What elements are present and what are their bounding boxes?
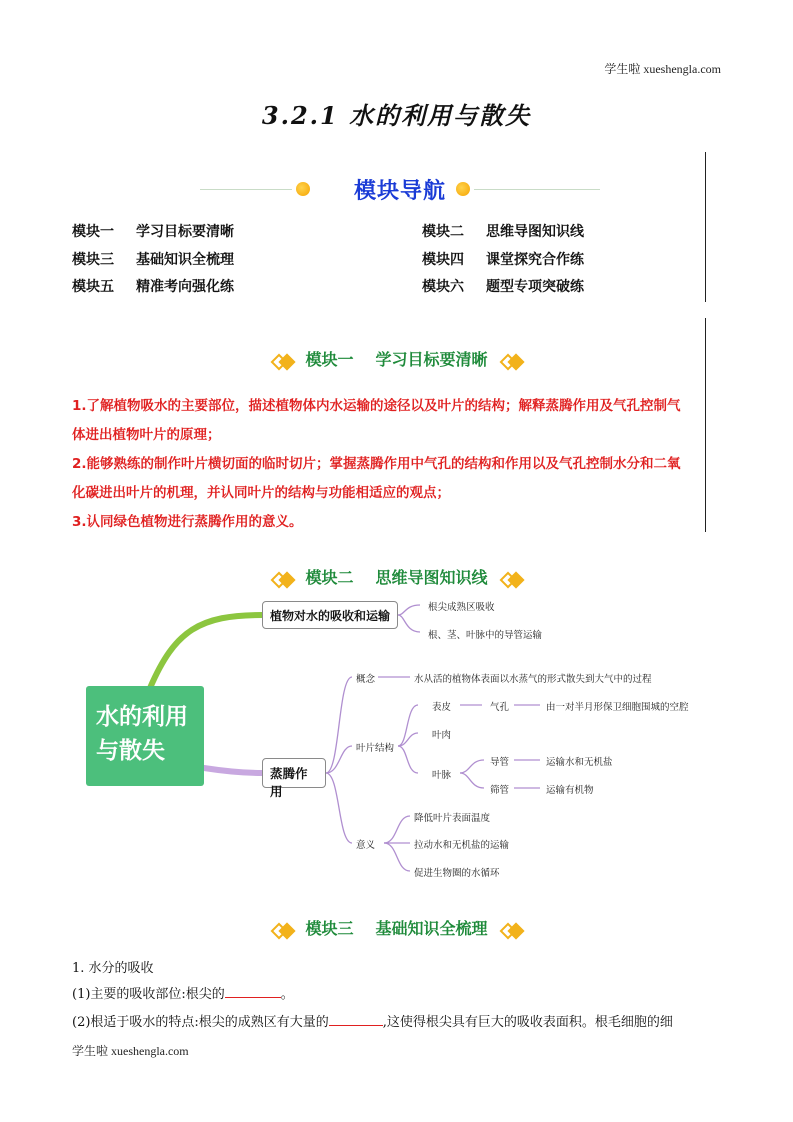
mindmap-node: 根、茎、叶脉中的导管运输 [428,630,543,641]
site-header: 学生啦 xueshengla.com [604,62,721,76]
section-num: 模块三 [305,919,354,938]
section-title: 基础知识全梳理 [375,919,488,938]
mindmap-node: 叶脉 [432,770,452,781]
nav-title: 模块导航 [353,179,446,204]
fill-blank[interactable] [225,985,281,998]
mindmap-node: 叶肉 [432,730,452,741]
root-line: 与散失 [96,738,165,764]
objective-line: 2.能够熟练的制作叶片横切面的临时切片；掌握蒸腾作用中气孔的结构和作用以及气孔控制水分和二氧 [72,456,681,472]
objective-line: 化碳进出叶片的机理，并认同叶片的结构与功能相适应的观点； [72,485,450,501]
toc-num: 模块三 [72,252,114,268]
toc-num: 模块四 [422,252,464,268]
objective-line: 1.了解植物吸水的主要部位，描述植物体内水运输的途径以及叶片的结构；解释蒸腾作用及气孔控制气 [72,398,681,414]
toc-num: 模块五 [72,279,114,295]
body-line: 1. 水分的吸收 [72,961,154,976]
mindmap-node: 运输有机物 [546,785,594,796]
site-footer: 学生啦 xueshengla.com [72,1044,189,1058]
diamond-icon [273,924,291,936]
section-num: 模块二 [305,568,354,587]
mindmap-root [86,686,204,786]
section-3-heading [0,916,793,939]
mindmap-node: 运输水和无机盐 [546,757,613,768]
toc-num: 模块六 [422,279,464,295]
toc-text: 课堂探究合作练 [486,252,584,268]
mindmap-node: 拉动水和无机盐的运输 [414,840,510,851]
section-title: 学习目标要清晰 [375,350,488,369]
body-text-segment: (2)根适于吸水的特点:根尖的成熟区有大量的 [72,1015,329,1030]
diamond-icon [502,924,520,936]
body-line [72,983,294,1002]
mindmap-node: 叶片结构 [356,743,395,754]
objective-line: 体进出植物叶片的原理； [72,427,221,443]
mindmap-node: 意义 [356,840,376,851]
toc-text: 精准考向强化练 [136,279,234,295]
toc-text: 题型专项突破练 [486,279,584,295]
section-num: 模块一 [305,350,354,369]
toc-text: 基础知识全梳理 [136,252,234,268]
toc-num: 模块二 [422,224,464,240]
toc-num: 模块一 [72,224,114,240]
mindmap-node: 表皮 [432,702,452,713]
toc-text: 思维导图知识线 [486,224,584,240]
mindmap-node: 降低叶片表面温度 [414,813,491,824]
root-line: 水的利用 [96,704,188,730]
mindmap-node: 导管 [490,757,510,768]
mindmap-node: 筛管 [490,785,510,796]
body-text-segment: ,这使得根尖具有巨大的吸收表面积。根毛细胞的细 [382,1015,673,1030]
fill-blank[interactable] [329,1013,383,1026]
page-title: 3.2.1 水的利用与散失 [261,101,532,130]
body-text-segment: 。 [280,987,294,1002]
mindmap-node: 根尖成熟区吸收 [428,602,495,613]
body-line [72,1011,673,1030]
mindmap-node: 促进生物圈的水循环 [414,868,500,879]
mindmap-branch-transpiration: 蒸腾作用 [262,758,326,788]
section-title: 思维导图知识线 [375,568,488,587]
mindmap-node: 水从活的植物体表面以水蒸气的形式散失到大气中的过程 [414,674,652,685]
mindmap-branch-absorption: 植物对水的吸收和运输 [262,601,398,629]
toc-text: 学习目标要清晰 [136,224,234,240]
body-text-segment: (1)主要的吸收部位:根尖的 [72,987,225,1002]
mindmap-node: 气孔 [490,702,510,713]
mindmap-node: 概念 [356,674,376,685]
mindmap-node: 由一对半月形保卫细胞围城的空腔 [546,702,689,713]
objective-line: 3.认同绿色植物进行蒸腾作用的意义。 [72,514,303,530]
